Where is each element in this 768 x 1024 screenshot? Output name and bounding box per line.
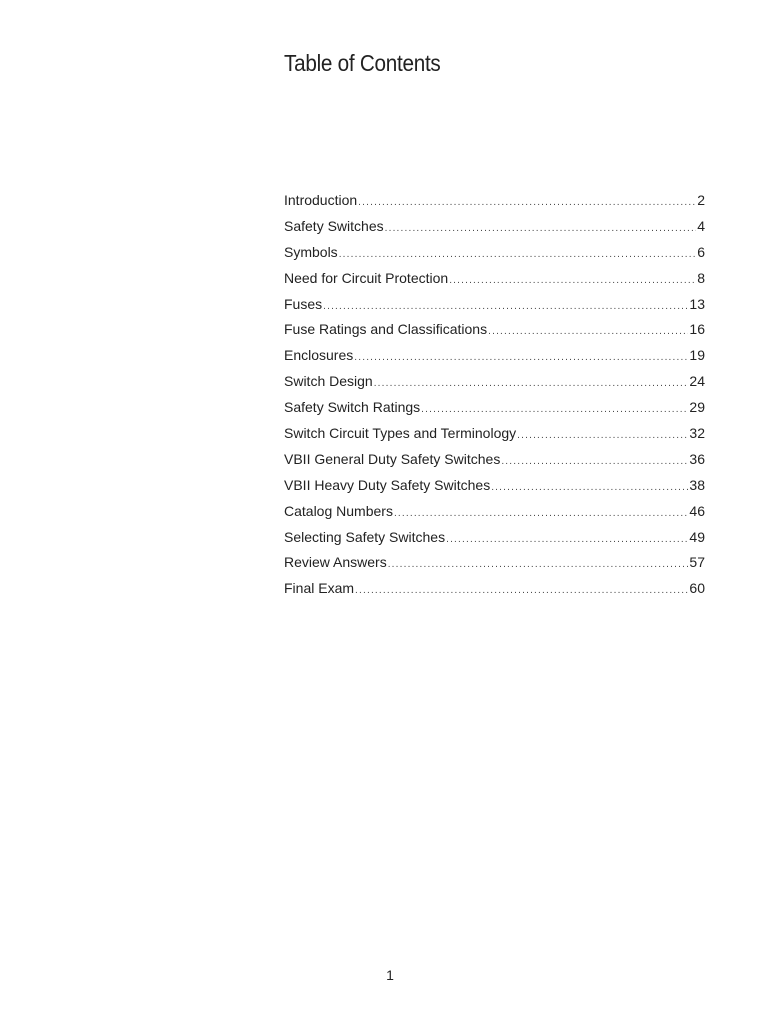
toc-entry-page: 19 xyxy=(689,347,705,364)
dot-leader xyxy=(421,404,688,415)
dot-leader xyxy=(488,326,688,337)
toc-entry-title: Fuse Ratings and Classifications xyxy=(284,321,488,338)
table-of-contents xyxy=(284,192,705,606)
toc-entry-vbii-heavy-duty-safety-switches[interactable] xyxy=(284,477,705,503)
toc-entry-title: Safety Switches xyxy=(284,217,384,234)
toc-entry-page: 57 xyxy=(689,554,705,571)
toc-entry-safety-switch-ratings[interactable] xyxy=(284,399,705,425)
dot-leader xyxy=(517,430,688,441)
toc-entry-page: 38 xyxy=(689,476,705,493)
toc-entry-page: 24 xyxy=(689,373,705,390)
toc-entry-title: Enclosures xyxy=(284,347,354,364)
toc-entry-switch-design[interactable] xyxy=(284,373,705,399)
toc-entry-need-for-circuit-protection[interactable] xyxy=(284,270,705,296)
toc-entry-title: VBII General Duty Safety Switches xyxy=(284,450,501,467)
dot-leader xyxy=(339,249,697,260)
dot-leader xyxy=(355,585,688,596)
dot-leader xyxy=(374,378,689,389)
toc-entry-title: Selecting Safety Switches xyxy=(284,528,446,545)
toc-entry-title: Review Answers xyxy=(284,554,387,571)
toc-entry-page: 2 xyxy=(697,192,705,208)
toc-entry-page: 8 xyxy=(697,269,705,286)
toc-entry-title: Final Exam xyxy=(284,580,355,597)
toc-entry-switch-circuit-types-and-terminology[interactable] xyxy=(284,425,705,451)
toc-entry-title: VBII Heavy Duty Safety Switches xyxy=(284,476,491,493)
dot-leader xyxy=(388,559,689,570)
toc-entry-page: 29 xyxy=(689,399,705,416)
toc-entry-title: Introduction xyxy=(284,192,358,208)
dot-leader xyxy=(323,301,688,312)
dot-leader xyxy=(501,456,688,467)
toc-entry-fuses[interactable] xyxy=(284,296,705,322)
toc-entry-safety-switches[interactable] xyxy=(284,218,705,244)
dot-leader xyxy=(446,534,688,545)
toc-entry-page: 60 xyxy=(689,580,705,597)
toc-entry-catalog-numbers[interactable] xyxy=(284,503,705,529)
toc-entry-final-exam[interactable] xyxy=(284,580,705,606)
toc-entry-title: Safety Switch Ratings xyxy=(284,399,421,416)
dot-leader xyxy=(354,352,688,363)
toc-entry-enclosures[interactable] xyxy=(284,347,705,373)
toc-entry-page: 16 xyxy=(689,321,705,338)
dot-leader xyxy=(394,508,688,519)
toc-entry-title: Symbols xyxy=(284,243,338,260)
toc-entry-title: Fuses xyxy=(284,295,323,312)
toc-entry-fuse-ratings-and-classifications[interactable] xyxy=(284,321,705,347)
toc-entry-review-answers[interactable] xyxy=(284,554,705,580)
toc-entry-page: 46 xyxy=(689,502,705,519)
dot-leader xyxy=(449,275,696,286)
toc-entry-page: 32 xyxy=(689,425,705,442)
toc-entry-page: 6 xyxy=(697,243,705,260)
toc-entry-vbii-general-duty-safety-switches[interactable] xyxy=(284,451,705,477)
toc-entry-page: 36 xyxy=(689,450,705,467)
toc-entry-selecting-safety-switches[interactable] xyxy=(284,529,705,555)
toc-entry-introduction[interactable] xyxy=(284,192,705,218)
toc-entry-title: Need for Circuit Protection xyxy=(284,269,449,286)
dot-leader xyxy=(385,223,697,234)
dot-leader xyxy=(491,482,688,493)
toc-entry-page: 13 xyxy=(689,295,705,312)
toc-entry-title: Catalog Numbers xyxy=(284,502,393,519)
toc-entry-title: Switch Design xyxy=(284,373,373,390)
toc-entry-page: 4 xyxy=(697,217,705,234)
toc-entry-symbols[interactable] xyxy=(284,244,705,270)
toc-entry-title: Switch Circuit Types and Terminology xyxy=(284,425,517,442)
page-number: 1 xyxy=(386,967,394,983)
dot-leader xyxy=(358,197,696,208)
toc-entry-page: 49 xyxy=(689,528,705,545)
page-title: Table of Contents xyxy=(284,50,441,76)
